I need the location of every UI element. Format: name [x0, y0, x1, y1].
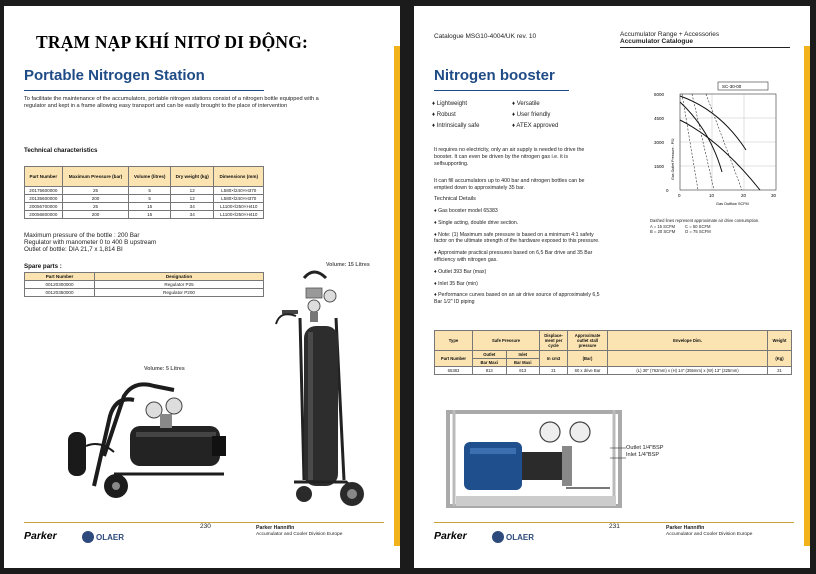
desc-paragraph-2: It can fill accumulators up to 400 bar and nitrogen bottles can be emptied down to approximately 35 bar.	[434, 178, 585, 191]
page-edge-bar	[804, 46, 810, 546]
outlet-label: Outlet 1/4"BSP	[626, 445, 664, 451]
inlet-label: Inlet 1/4"BSP	[626, 452, 660, 458]
th-part-number: Part Number	[25, 273, 95, 281]
legend-item: B = 20 SCFM	[650, 229, 676, 235]
th-inlet: Inlet	[506, 351, 540, 359]
detail-item: ♦ Approximate practical pressures based on 6,5 Bar drive and 35 Bar efficiency with nitrogen gas.	[434, 250, 593, 263]
th-bar: (Bar)	[568, 351, 608, 367]
company-name: Parker Hannifin	[256, 525, 295, 531]
detail-item: ♦ Note: (1) Maximum safe pressure is based on a minimum 4:1 safety factor on the ultimate strength of the hardware exposed to this pressure.	[434, 231, 600, 245]
cell: 15	[129, 211, 171, 219]
details-list	[434, 208, 602, 306]
th-designation: Designation	[95, 273, 264, 281]
cell: 00120350000	[25, 289, 95, 297]
th-envelope-blank	[608, 351, 768, 367]
x-tick: 10	[709, 193, 715, 198]
detail-item: ♦ Inlet 35 Bar (min)	[434, 280, 478, 287]
y-tick: 1500	[654, 164, 665, 169]
th-displacement: Displace-ment per cycle	[540, 331, 568, 351]
title-rule	[434, 90, 569, 91]
volume-15-label: Volume: 15 Litres	[326, 262, 370, 268]
chart-legend	[650, 218, 790, 235]
legend-item: A = 15 SCFM	[650, 223, 676, 229]
cell: 34	[170, 211, 213, 219]
th-weight: Weight	[768, 331, 792, 351]
footer-company	[666, 525, 752, 538]
nitrogen-booster-image	[434, 402, 634, 516]
cell: 5	[129, 195, 171, 203]
port-labels	[626, 445, 663, 459]
table-row	[25, 281, 264, 289]
th-part-number: Part Number	[25, 167, 63, 187]
page-number: 231	[609, 523, 620, 530]
section-title: Portable Nitrogen Station	[24, 67, 205, 84]
note-line: Outlet of bottle: DIA 21,7 x 1,814 BI	[24, 246, 123, 254]
y-tick: 6000	[654, 92, 665, 97]
page-edge-bar	[394, 46, 400, 546]
spare-table	[24, 272, 264, 297]
volume-5-label: Volume: 5 Litres	[144, 366, 185, 372]
cell: Regulator P25	[95, 281, 264, 289]
cell: 813	[506, 367, 540, 375]
olaer-logo-icon	[492, 531, 504, 543]
title-rule	[24, 90, 264, 91]
cell: 00120300000	[25, 281, 95, 289]
catalogue-page-left	[4, 6, 400, 568]
cell: 21	[540, 367, 568, 375]
cell: L1100×l250×H410	[214, 203, 264, 211]
feature-item: ♦ Lightweight	[432, 101, 468, 107]
feature-item: ♦ Versatile	[512, 101, 540, 107]
th-envelope: Envelope Dim.	[608, 331, 768, 351]
cell: Regulator P200	[95, 289, 264, 297]
cell: L1100×l250×H410	[214, 211, 264, 219]
spec-header-row	[435, 331, 792, 351]
cell: 20135600000	[25, 195, 63, 203]
cell: 20056700000	[25, 203, 63, 211]
table-row	[25, 211, 264, 219]
cell: 12	[170, 195, 213, 203]
th-kg: (Kg)	[768, 351, 792, 367]
th-type: Type	[435, 331, 473, 351]
x-tick: 20	[741, 193, 747, 198]
table-row	[25, 195, 264, 203]
notes	[24, 232, 156, 254]
th-dry-weight: Dry weight (kg)	[170, 167, 213, 187]
catalogue-ref: Catalogue MSG10-4004/UK rev. 10	[434, 33, 537, 40]
booster-spec-table	[434, 330, 792, 375]
footer-company	[256, 525, 342, 538]
note-line: Maximum pressure of the bottle : 200 Bar	[24, 232, 140, 239]
performance-chart	[650, 80, 790, 212]
vietnamese-title: TRẠM NẠP KHÍ NITƠ DI ĐỘNG:	[36, 32, 309, 52]
cell: 60 x drive Bar	[568, 367, 608, 375]
cell: 12	[170, 187, 213, 195]
th-in-cm3: In cm3	[540, 351, 568, 367]
nitrogen-trolley-15l-image	[274, 268, 386, 514]
th-max-pressure: Maximum Pressure (bar)	[62, 167, 129, 187]
details-heading: Technical Details	[434, 196, 476, 202]
th-outlet-stall: Approximate outlet stall pressure	[568, 331, 608, 351]
legend-row	[650, 229, 790, 235]
th-bar-max: Bar Maxi	[506, 359, 540, 367]
legend-item: D = 75 SCFM	[685, 229, 711, 235]
x-tick: 30	[771, 193, 777, 198]
parker-logo: Parker	[24, 530, 57, 542]
curve-2	[680, 102, 722, 172]
legend-item: C = 50 SCFM	[685, 223, 711, 229]
cell: 34	[170, 203, 213, 211]
th-outlet: Outlet	[473, 351, 507, 359]
olaer-logo: OLAER	[506, 533, 534, 542]
cell: 20175600000	[25, 187, 63, 195]
chart-box-label: SC-30-00	[722, 84, 742, 89]
company-division: Accumulator and Cooler Division Europe	[256, 532, 343, 537]
detail-item: ♦ Performance curves based on an air drive source of approximately 6,5 Bar 1/2" ID piping	[434, 292, 600, 306]
cell: L580×l240×H370	[214, 187, 264, 195]
cell: 813	[473, 367, 507, 375]
company-division: Accumulator and Cooler Division Europe	[666, 532, 753, 537]
th-safe-pressure: Safe Pressure	[473, 331, 540, 351]
cell: 31	[768, 367, 792, 375]
cell: 200	[62, 195, 129, 203]
cell: 5	[129, 187, 171, 195]
th-volume: Volume (litres)	[129, 167, 171, 187]
cell: 15	[129, 203, 171, 211]
olaer-logo: OLAER	[96, 533, 124, 542]
catalogue-page-right	[414, 6, 810, 568]
olaer-logo-icon	[82, 531, 94, 543]
th-dimensions: Dimensions (mm)	[214, 167, 264, 187]
table-row	[435, 367, 792, 375]
range-line: Accumulator Range + Accessories	[620, 31, 720, 38]
feature-item: ♦ Intrinsically safe	[432, 123, 480, 129]
spare-table-header-row	[25, 273, 264, 281]
legend-title: Dashed lines represent approximate air drive consumption.	[650, 218, 760, 223]
header-rule	[620, 47, 790, 48]
tech-table-header-row	[25, 167, 264, 187]
cell: L580×l240×H370	[214, 195, 264, 203]
nitrogen-station-5l-image	[54, 366, 254, 506]
chart-x-label: Gas Outflow SCFM	[716, 202, 749, 206]
cell: 65383	[435, 367, 473, 375]
feature-item: ♦ User friendly	[512, 112, 551, 118]
tech-heading: Technical characteristics	[24, 147, 98, 154]
th-part-number: Part Number	[435, 351, 473, 367]
table-row	[25, 187, 264, 195]
feature-item: ♦ Robust	[432, 112, 456, 118]
chart-y-label: Gas Outlet Pressure - PSI	[671, 138, 675, 180]
intro-paragraph: To facilitate the maintenance of the accumulators, portable nitrogen stations consist of a nitrogen bottle equipped with a regulator and kept in a frame allowing easy transport and can be easily brought to the place of intervention	[24, 96, 319, 110]
section-title: Nitrogen booster	[434, 67, 555, 84]
desc-paragraph-1: It requires no electricity, only an air supply is needed to drive the booster. It can even be driven by the nitrogen gas i.e. it is selfsupporting.	[434, 147, 585, 167]
detail-item: ♦ Outlet 393 Bar (max)	[434, 268, 487, 275]
table-row	[25, 289, 264, 297]
th-bar-max: Bar Maxi	[473, 359, 507, 367]
cell: 25	[62, 187, 129, 195]
tech-table	[24, 166, 264, 219]
spec-subheader-row	[435, 351, 792, 359]
catalogue-line: Accumulator Catalogue	[620, 38, 693, 45]
spare-heading: Spare parts :	[24, 263, 62, 270]
parker-logo: Parker	[434, 530, 467, 542]
y-tick: 4500	[654, 116, 665, 121]
features-col-1	[432, 99, 479, 132]
cell: 25	[62, 203, 129, 211]
y-tick: 3000	[654, 140, 665, 145]
detail-item: ♦ Gas booster model 65383	[434, 208, 498, 214]
x-tick: 0	[678, 193, 681, 198]
note-line: Regulator with manometer 0 to 400 B upstream	[24, 239, 157, 247]
table-row	[25, 203, 264, 211]
y-tick: 0	[666, 188, 669, 193]
feature-item: ♦ ATEX approved	[512, 123, 559, 129]
page-number: 230	[200, 523, 211, 530]
pointer-lines	[610, 442, 626, 464]
company-name: Parker Hannifin	[666, 525, 705, 531]
detail-item: ♦ Single acting, double drive section.	[434, 219, 519, 226]
features-col-2	[512, 99, 558, 132]
cell: (L) 30" (762mm) x (H) 14" (355mm) x (W) 13" (325mm)	[608, 367, 768, 375]
cell: 200	[62, 211, 129, 219]
cell: 20056800000	[25, 211, 63, 219]
